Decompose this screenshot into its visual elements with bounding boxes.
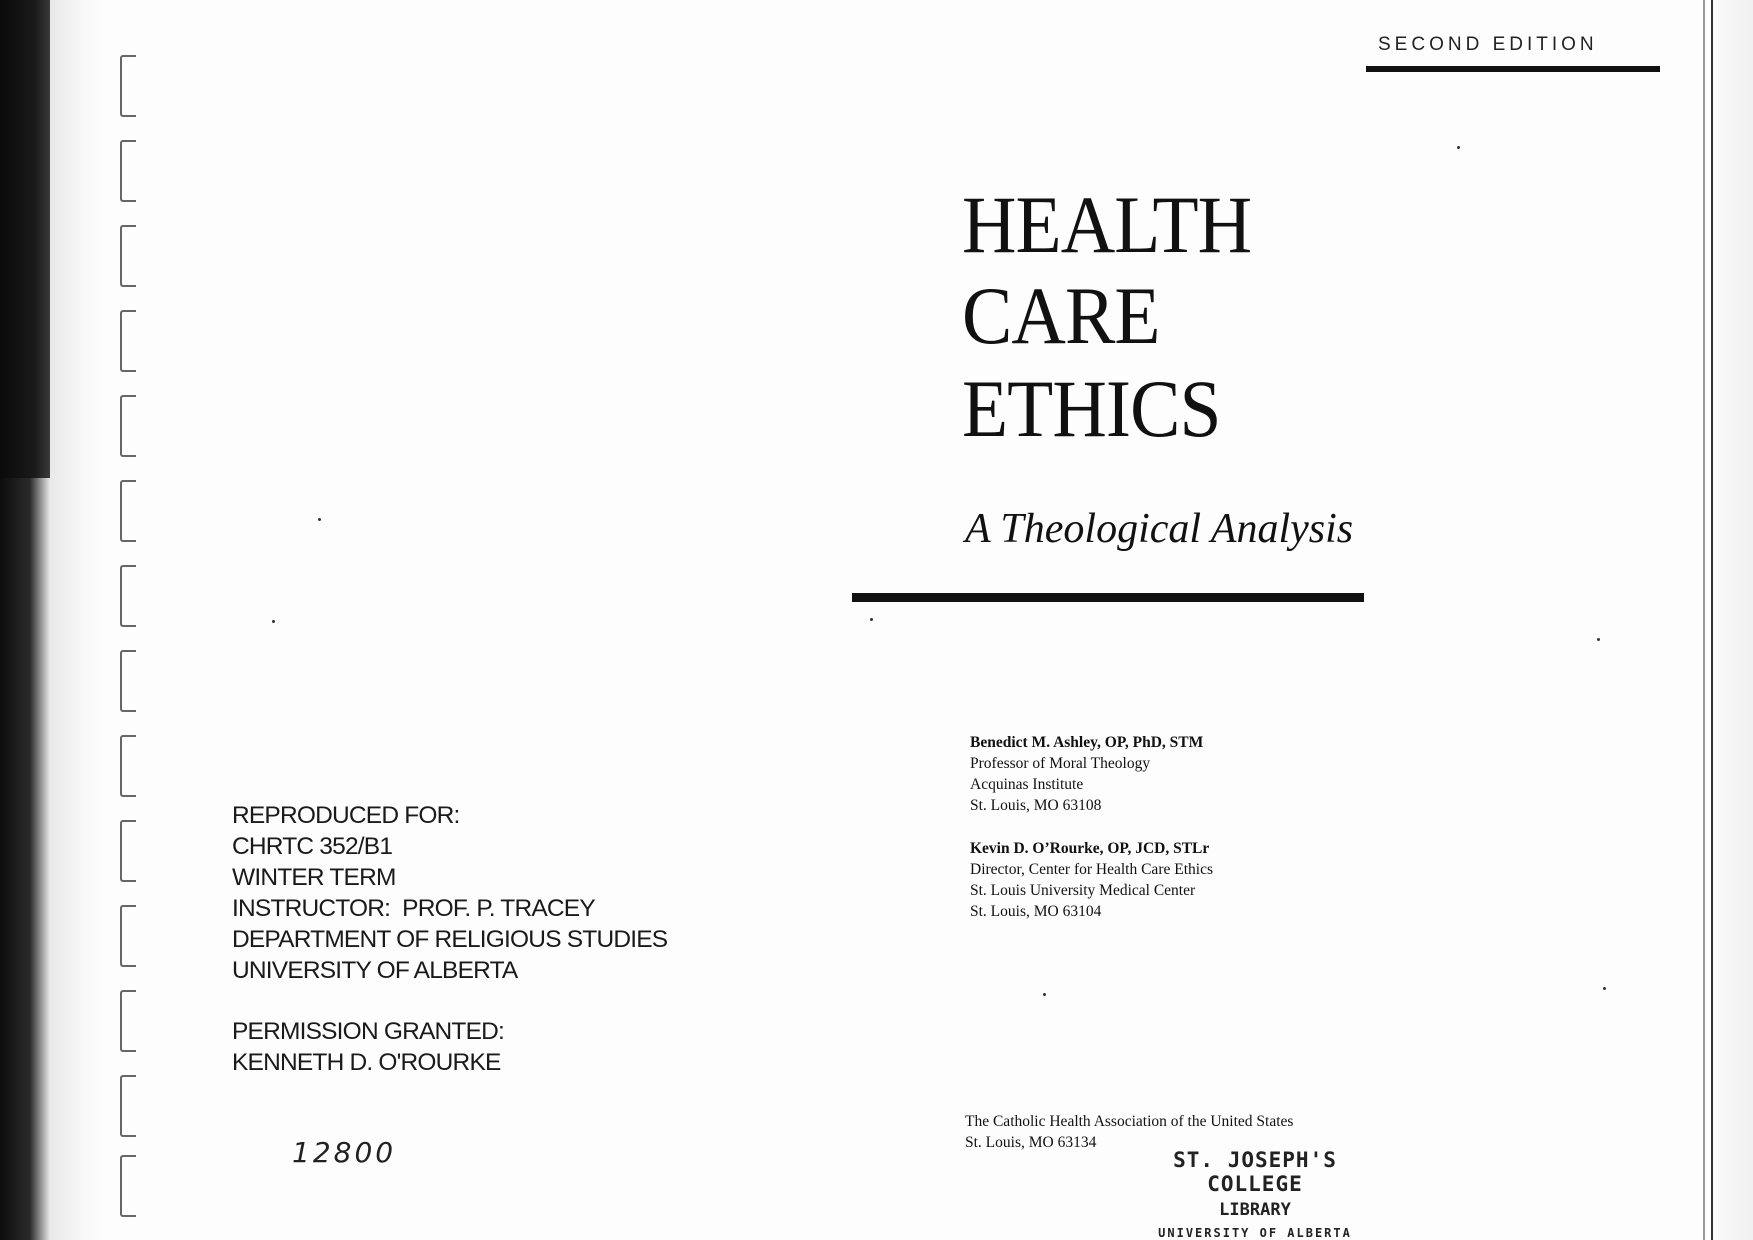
comb-binding bbox=[50, 0, 105, 1240]
notice-spacer bbox=[232, 986, 667, 1016]
binding-shadow bbox=[0, 0, 50, 1240]
page-edge-line bbox=[1703, 0, 1705, 1240]
author-name: Benedict M. Ashley, OP, PhD, STM bbox=[970, 734, 1204, 751]
binding-ring bbox=[120, 140, 136, 202]
permission-line: PERMISSION GRANTED: bbox=[232, 1018, 505, 1045]
stamp-line-1: ST. JOSEPH'S COLLEGE bbox=[1173, 1148, 1337, 1196]
scan-speck bbox=[1603, 987, 1606, 990]
publisher-block bbox=[965, 1111, 1293, 1153]
binding-ring bbox=[120, 55, 136, 117]
publisher-name: The Catholic Health Association of the United States bbox=[965, 1113, 1294, 1130]
binding-ring bbox=[120, 480, 136, 542]
binding-ring bbox=[120, 310, 136, 372]
scan-speck bbox=[1457, 146, 1460, 149]
scan-speck bbox=[272, 620, 275, 623]
author-institution: Acquinas Institute bbox=[970, 776, 1084, 793]
reproduction-notice bbox=[232, 800, 667, 1078]
handwritten-number: 12800 bbox=[292, 1136, 397, 1169]
author-role: Director, Center for Health Care Ethics bbox=[970, 861, 1213, 878]
notice-line: INSTRUCTOR: PROF. P. TRACEY bbox=[232, 895, 595, 922]
author-block-2 bbox=[970, 838, 1213, 922]
scan-speck bbox=[1597, 638, 1600, 641]
notice-line: DEPARTMENT OF RELIGIOUS STUDIES bbox=[232, 926, 668, 953]
title-line-3: ETHICS bbox=[962, 363, 1221, 454]
scan-speck bbox=[318, 518, 321, 521]
notice-line: WINTER TERM bbox=[232, 864, 396, 891]
binding-ring bbox=[120, 395, 136, 457]
title-line-2: CARE bbox=[962, 270, 1160, 361]
author-block-1 bbox=[970, 732, 1203, 816]
author-name: Kevin D. O’Rourke, OP, JCD, STLr bbox=[970, 840, 1210, 857]
author-institution: St. Louis University Medical Center bbox=[970, 882, 1196, 899]
binding-ring bbox=[120, 735, 136, 797]
binding-ring bbox=[120, 1155, 136, 1217]
author-role: Professor of Moral Theology bbox=[970, 755, 1151, 772]
binding-ring bbox=[120, 820, 136, 882]
title-rule bbox=[852, 593, 1364, 602]
stamp-line-2: LIBRARY bbox=[1219, 1200, 1291, 1220]
binding-ring bbox=[120, 650, 136, 712]
permission-line: KENNETH D. O'ROURKE bbox=[232, 1049, 501, 1076]
stamp-line-3: UNIVERSITY OF ALBERTA bbox=[1158, 1226, 1352, 1240]
notice-line: UNIVERSITY OF ALBERTA bbox=[232, 957, 518, 984]
binding-ring bbox=[120, 1075, 136, 1137]
subtitle: A Theological Analysis bbox=[965, 506, 1354, 552]
binding-ring bbox=[120, 905, 136, 967]
scan-speck bbox=[1043, 993, 1046, 996]
title-line-1: HEALTH bbox=[962, 179, 1252, 270]
notice-line: REPRODUCED FOR: bbox=[232, 802, 460, 829]
edition-rule bbox=[1366, 66, 1660, 72]
edition-label: SECOND EDITION bbox=[1378, 34, 1598, 55]
page-edge bbox=[1711, 0, 1753, 1240]
author-address: St. Louis, MO 63108 bbox=[970, 797, 1102, 814]
binding-shadow-lower bbox=[0, 478, 50, 1240]
scan-speck bbox=[870, 618, 873, 621]
author-address: St. Louis, MO 63104 bbox=[970, 903, 1102, 920]
binding-ring bbox=[120, 225, 136, 287]
library-stamp bbox=[1140, 1148, 1370, 1240]
notice-line: CHRTC 352/B1 bbox=[232, 833, 393, 860]
publisher-address: St. Louis, MO 63134 bbox=[965, 1134, 1097, 1151]
binding-ring bbox=[120, 565, 136, 627]
binding-ring bbox=[120, 990, 136, 1052]
